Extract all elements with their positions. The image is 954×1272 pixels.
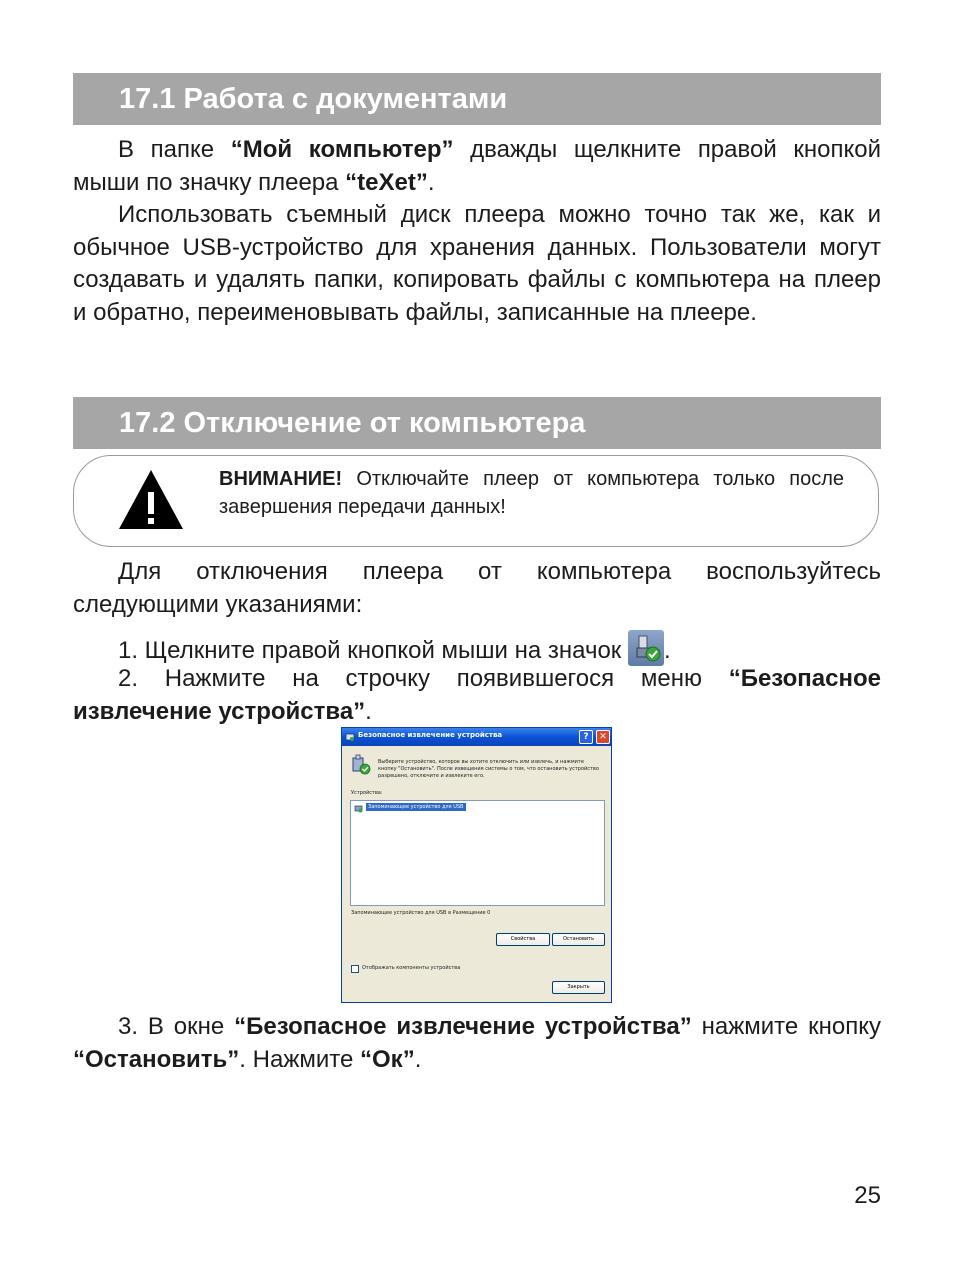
paragraph-removable-disk: Использовать съемный диск плеера можно точно так же, как и обычное USB-устройство для хранения данных. Пользователи могут создавать и удалять папки, копировать файлы с компьютера на плеер и обратно, переименовывать файлы, записанные на плеере. — [73, 201, 881, 326]
safely-remove-hardware-tray-icon — [628, 630, 664, 666]
warning-text: ВНИМАНИЕ! Отключайте плеер от компьютера только после завершения передачи данных! — [219, 468, 844, 518]
paragraph-disconnect-intro: Для отключения плеера от компьютера воспользуйтесь следующими указаниями: — [73, 558, 881, 618]
warning-label: ВНИМАНИЕ! — [219, 468, 343, 490]
section-heading-text: 17.1 Работа с документами — [119, 83, 508, 115]
warning-box — [73, 455, 879, 547]
safely-remove-icon — [350, 754, 372, 776]
stop-button[interactable]: Остановить — [552, 933, 605, 946]
show-components-label: Отображать компоненты устройства — [362, 965, 461, 971]
warning-triangle-icon — [118, 468, 184, 530]
dialog-titlebar — [342, 728, 611, 746]
section-heading-17-1 — [73, 73, 881, 125]
usb-storage-icon — [354, 804, 363, 813]
section-heading-text: 17.2 Отключение от компьютера — [119, 407, 586, 439]
properties-button[interactable]: Свойства — [496, 933, 550, 946]
dialog-instructions: Выберите устройство, которое вы хотите отключить или извлечь, и нажмите кнопку "Остановить". После извещения системы о том, что остановить устройство разрешено, отключите и извлеките его. — [378, 759, 599, 779]
close-window-button[interactable]: ✕ — [596, 730, 610, 744]
help-button[interactable]: ? — [579, 730, 593, 744]
show-components-checkbox[interactable] — [351, 965, 359, 973]
paragraph-my-computer: В папке “Мой компьютер” дважды щелкните правой кнопкой мыши по значку плеера “teXet”. — [73, 136, 881, 196]
device-list-item[interactable]: Запоминающее устройство для USB — [368, 804, 464, 810]
page-number: 25 — [854, 1182, 881, 1209]
devices-list[interactable] — [350, 800, 605, 906]
dialog-title: Безопасное извлечение устройства — [358, 731, 503, 739]
close-button[interactable]: Закрыть — [552, 981, 605, 994]
hardware-icon — [345, 732, 355, 742]
safely-remove-dialog — [341, 727, 612, 1003]
step-1: 1. Щелкните правой кнопкой мыши на значок . — [73, 630, 881, 668]
section-heading-17-2 — [73, 397, 881, 449]
device-description: Запоминающее устройство для USB в Размещение 0 — [351, 910, 491, 916]
step-3: 3. В окне “Безопасное извлечение устройства” нажмите кнопку “Остановить”. Нажмите “Ок”. — [73, 1013, 881, 1073]
step-2: 2. Нажмите на строчку появившегося меню “Безопасное извлечение устройства”. — [73, 665, 881, 725]
devices-label: Устройства: — [351, 790, 383, 796]
